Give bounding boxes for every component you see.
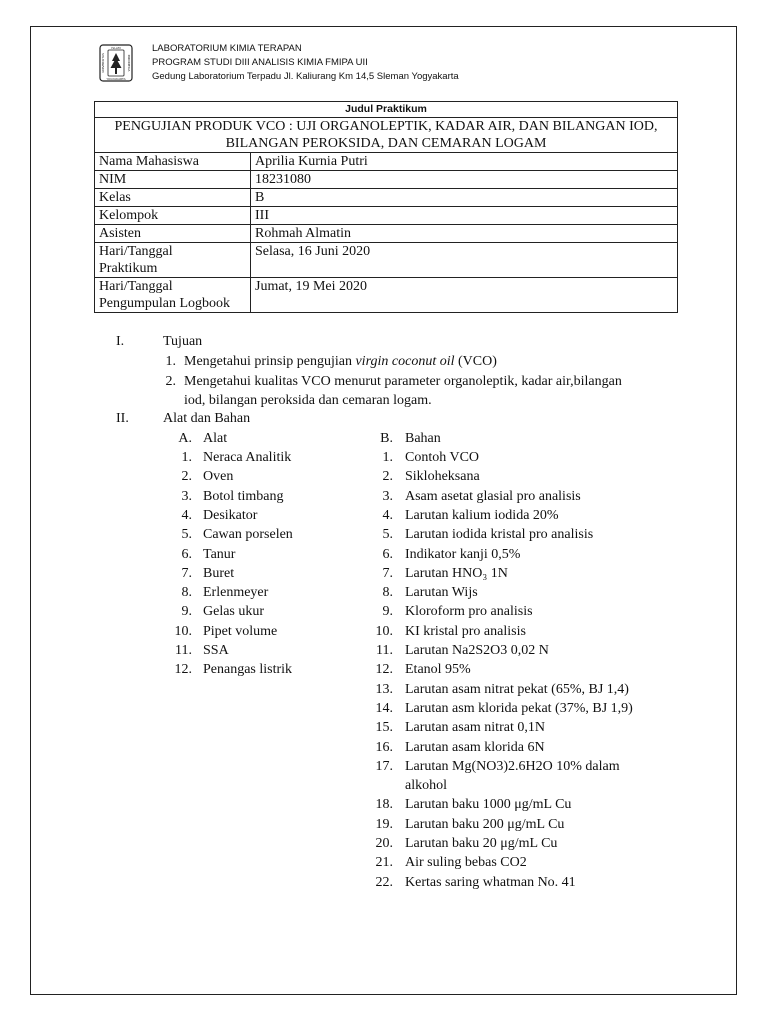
bahan-item-number: 21. [375, 855, 393, 871]
alat-item-number: 8. [181, 585, 192, 601]
bahan-item-number: 3. [382, 488, 393, 504]
row-value: Jumat, 19 Mei 2020 [251, 278, 678, 313]
bahan-item: Larutan asam nitrat 0,1N [405, 720, 545, 736]
university-logo [99, 44, 133, 82]
table-row [95, 171, 678, 189]
alat-item: Tanur [203, 546, 236, 562]
table-row [95, 278, 678, 313]
bahan-item-number: 14. [375, 700, 393, 716]
alat-item-number: 2. [181, 469, 192, 485]
bahan-item-number: 18. [375, 797, 393, 813]
section-1-numeral: I. [116, 334, 125, 349]
alat-item: Erlenmeyer [203, 585, 269, 601]
alat-item: Botol timbang [203, 488, 284, 504]
bahan-item: Air suling bebas CO2 [405, 855, 527, 871]
alat-item-number: 1. [181, 450, 192, 465]
bahan-item: Kertas saring whatman No. 41 [405, 874, 576, 890]
alat-item-number: 7. [181, 565, 192, 581]
bahan-item: Contoh VCO [405, 450, 480, 465]
alat-item: Penangas listrik [203, 662, 293, 678]
header-program: PROGRAM STUDI DIII ANALISIS KIMIA FMIPA UII [152, 57, 368, 68]
row-value: 18231080 [251, 171, 678, 189]
bahan-item-number: 10. [375, 623, 393, 639]
lab-header [152, 42, 459, 84]
bahan-item-number: 19. [375, 816, 393, 832]
alat-item-number: 12. [174, 662, 192, 678]
alat-item-number: 4. [181, 507, 192, 523]
table-row [95, 225, 678, 243]
table-row [95, 207, 678, 225]
bahan-item-number: 6. [382, 546, 393, 562]
subject-line-2: BILANGAN PEROKSIDA, DAN CEMARAN LOGAM [225, 136, 547, 151]
logo-left-text: UNIVERSITAS [101, 53, 105, 73]
alat-item-number: 6. [181, 546, 192, 562]
bahan-item: Larutan baku 1000 μg/mL Cu [405, 797, 572, 813]
row-label: Kelas [95, 189, 251, 207]
alat-item: Gelas ukur [203, 604, 265, 620]
table-title-row [95, 102, 678, 118]
bahan-item-number: 4. [382, 507, 393, 523]
table-row [95, 243, 678, 278]
table-title: Judul Praktikum [95, 102, 678, 118]
bahan-item-number: 12. [375, 662, 393, 678]
section-2-title: Alat dan Bahan [163, 411, 251, 426]
section-1-title: Tujuan [163, 334, 203, 349]
goal-2-line-1: Mengetahui kualitas VCO menurut parameter organoleptik, kadar air,bilangan [184, 374, 622, 389]
alat-item-number: 3. [181, 488, 192, 504]
goal-2-number: 2. [165, 374, 176, 389]
table-subject-row [95, 118, 678, 153]
row-label-line-2: Praktikum [99, 261, 158, 276]
bahan-item: Larutan kalium iodida 20% [405, 507, 559, 523]
subject-line-1: PENGUJIAN PRODUK VCO : UJI ORGANOLEPTIK, KADAR AIR, DAN BILANGAN IOD, [114, 119, 658, 134]
header-address: Gedung Laboratorium Terpadu Jl. Kaliurang Km 14,5 Sleman Yogyakarta [152, 71, 459, 82]
row-label [95, 278, 251, 313]
bahan-title: Bahan [405, 431, 441, 446]
row-value: B [251, 189, 678, 207]
alat-item: Pipet volume [203, 623, 278, 639]
bahan-item: Larutan asam nitrat pekat (65%, BJ 1,4) [405, 681, 629, 697]
alat-title: Alat [203, 431, 228, 446]
goal-1-italic: virgin coconut oil [355, 354, 455, 369]
goal-1-post: (VCO) [454, 354, 497, 369]
bahan-item-number: 20. [375, 836, 393, 851]
bahan-item: Larutan iodida kristal pro analisis [405, 527, 594, 543]
row-label: Nama Mahasiswa [95, 153, 251, 171]
row-value: Selasa, 16 Juni 2020 [251, 243, 678, 278]
alat-item-number: 9. [181, 604, 192, 620]
bahan-item: Larutan Mg(NO3)2.6H2O 10% dalam [405, 758, 620, 774]
table-row [95, 153, 678, 171]
row-label-line-1: Hari/Tanggal [99, 279, 173, 294]
table-row [95, 189, 678, 207]
bahan-item: Larutan baku 200 μg/mL Cu [405, 816, 565, 832]
logo-bottom-text: YOGYAKARTA [106, 77, 126, 81]
bahan-item-number: 8. [382, 585, 393, 601]
logo-top-text: ISLAM [111, 46, 121, 50]
logo-right-text: INDONESIA [127, 54, 131, 72]
bahan-item-number: 13. [375, 681, 393, 697]
alat-item: Buret [203, 565, 235, 581]
bahan-item: Kloroform pro analisis [405, 604, 533, 620]
header-lab-name: LABORATORIUM KIMIA TERAPAN [152, 43, 302, 54]
goal-1-number: 1. [165, 354, 176, 369]
alat-item: Cawan porselen [203, 527, 293, 543]
bahan-item-number: 17. [375, 758, 393, 774]
bahan-item: Indikator kanji 0,5% [405, 546, 521, 562]
bahan-item-number: 22. [375, 874, 393, 890]
alat-item-number: 10. [174, 623, 192, 639]
alat-item: Oven [203, 469, 234, 485]
goal-1-pre: Mengetahui prinsip pengujian [184, 354, 356, 369]
goal-2-line-2: iod, bilangan peroksida dan cemaran logam. [184, 393, 432, 408]
practicum-subject [95, 118, 678, 153]
bahan-item-number: 2. [382, 469, 393, 485]
bahan-item-number: 16. [375, 739, 393, 755]
bahan-item: Larutan Na2S2O3 0,02 N [405, 643, 549, 658]
bahan-item: Etanol 95% [405, 662, 471, 678]
bahan-item: Larutan baku 20 μg/mL Cu [405, 836, 558, 851]
alat-item: Desikator [203, 507, 258, 523]
bahan-item: Asam asetat glasial pro analisis [405, 488, 581, 504]
row-value: Rohmah Almatin [251, 225, 678, 243]
bahan-item: Larutan asam klorida 6N [405, 739, 545, 755]
bahan-letter: B. [380, 431, 393, 446]
section-2-numeral: II. [116, 411, 129, 426]
bahan-item: alkohol [405, 778, 447, 794]
alat-item: SSA [203, 643, 229, 658]
row-label: Kelompok [95, 207, 251, 225]
bahan-item-number: 5. [382, 527, 393, 543]
alat-letter: A. [178, 431, 192, 446]
bahan-item: Larutan asm klorida pekat (37%, BJ 1,9) [405, 700, 633, 716]
bahan-item: Larutan HNO₃ 1N [405, 565, 508, 581]
bahan-item: KI kristal pro analisis [405, 623, 526, 639]
alat-item-number: 5. [181, 527, 192, 543]
row-label [95, 243, 251, 278]
bahan-item-number: 7. [382, 565, 393, 581]
info-table [94, 101, 678, 313]
alat-item: Neraca Analitik [203, 450, 292, 465]
row-label: Asisten [95, 225, 251, 243]
goal-1-text [184, 352, 497, 371]
bahan-item-number: 1. [382, 450, 393, 465]
bahan-item: Larutan Wijs [405, 585, 478, 601]
bahan-item-number: 11. [376, 643, 393, 658]
row-label-line-1: Hari/Tanggal [99, 244, 173, 259]
row-label: NIM [95, 171, 251, 189]
alat-item-number: 11. [175, 643, 192, 658]
bahan-item-number: 15. [375, 720, 393, 736]
bahan-item-number: 9. [382, 604, 393, 620]
row-label-line-2: Pengumpulan Logbook [99, 296, 231, 311]
row-value: Aprilia Kurnia Putri [251, 153, 678, 171]
bahan-item: Sikloheksana [405, 469, 480, 485]
row-value: III [251, 207, 678, 225]
